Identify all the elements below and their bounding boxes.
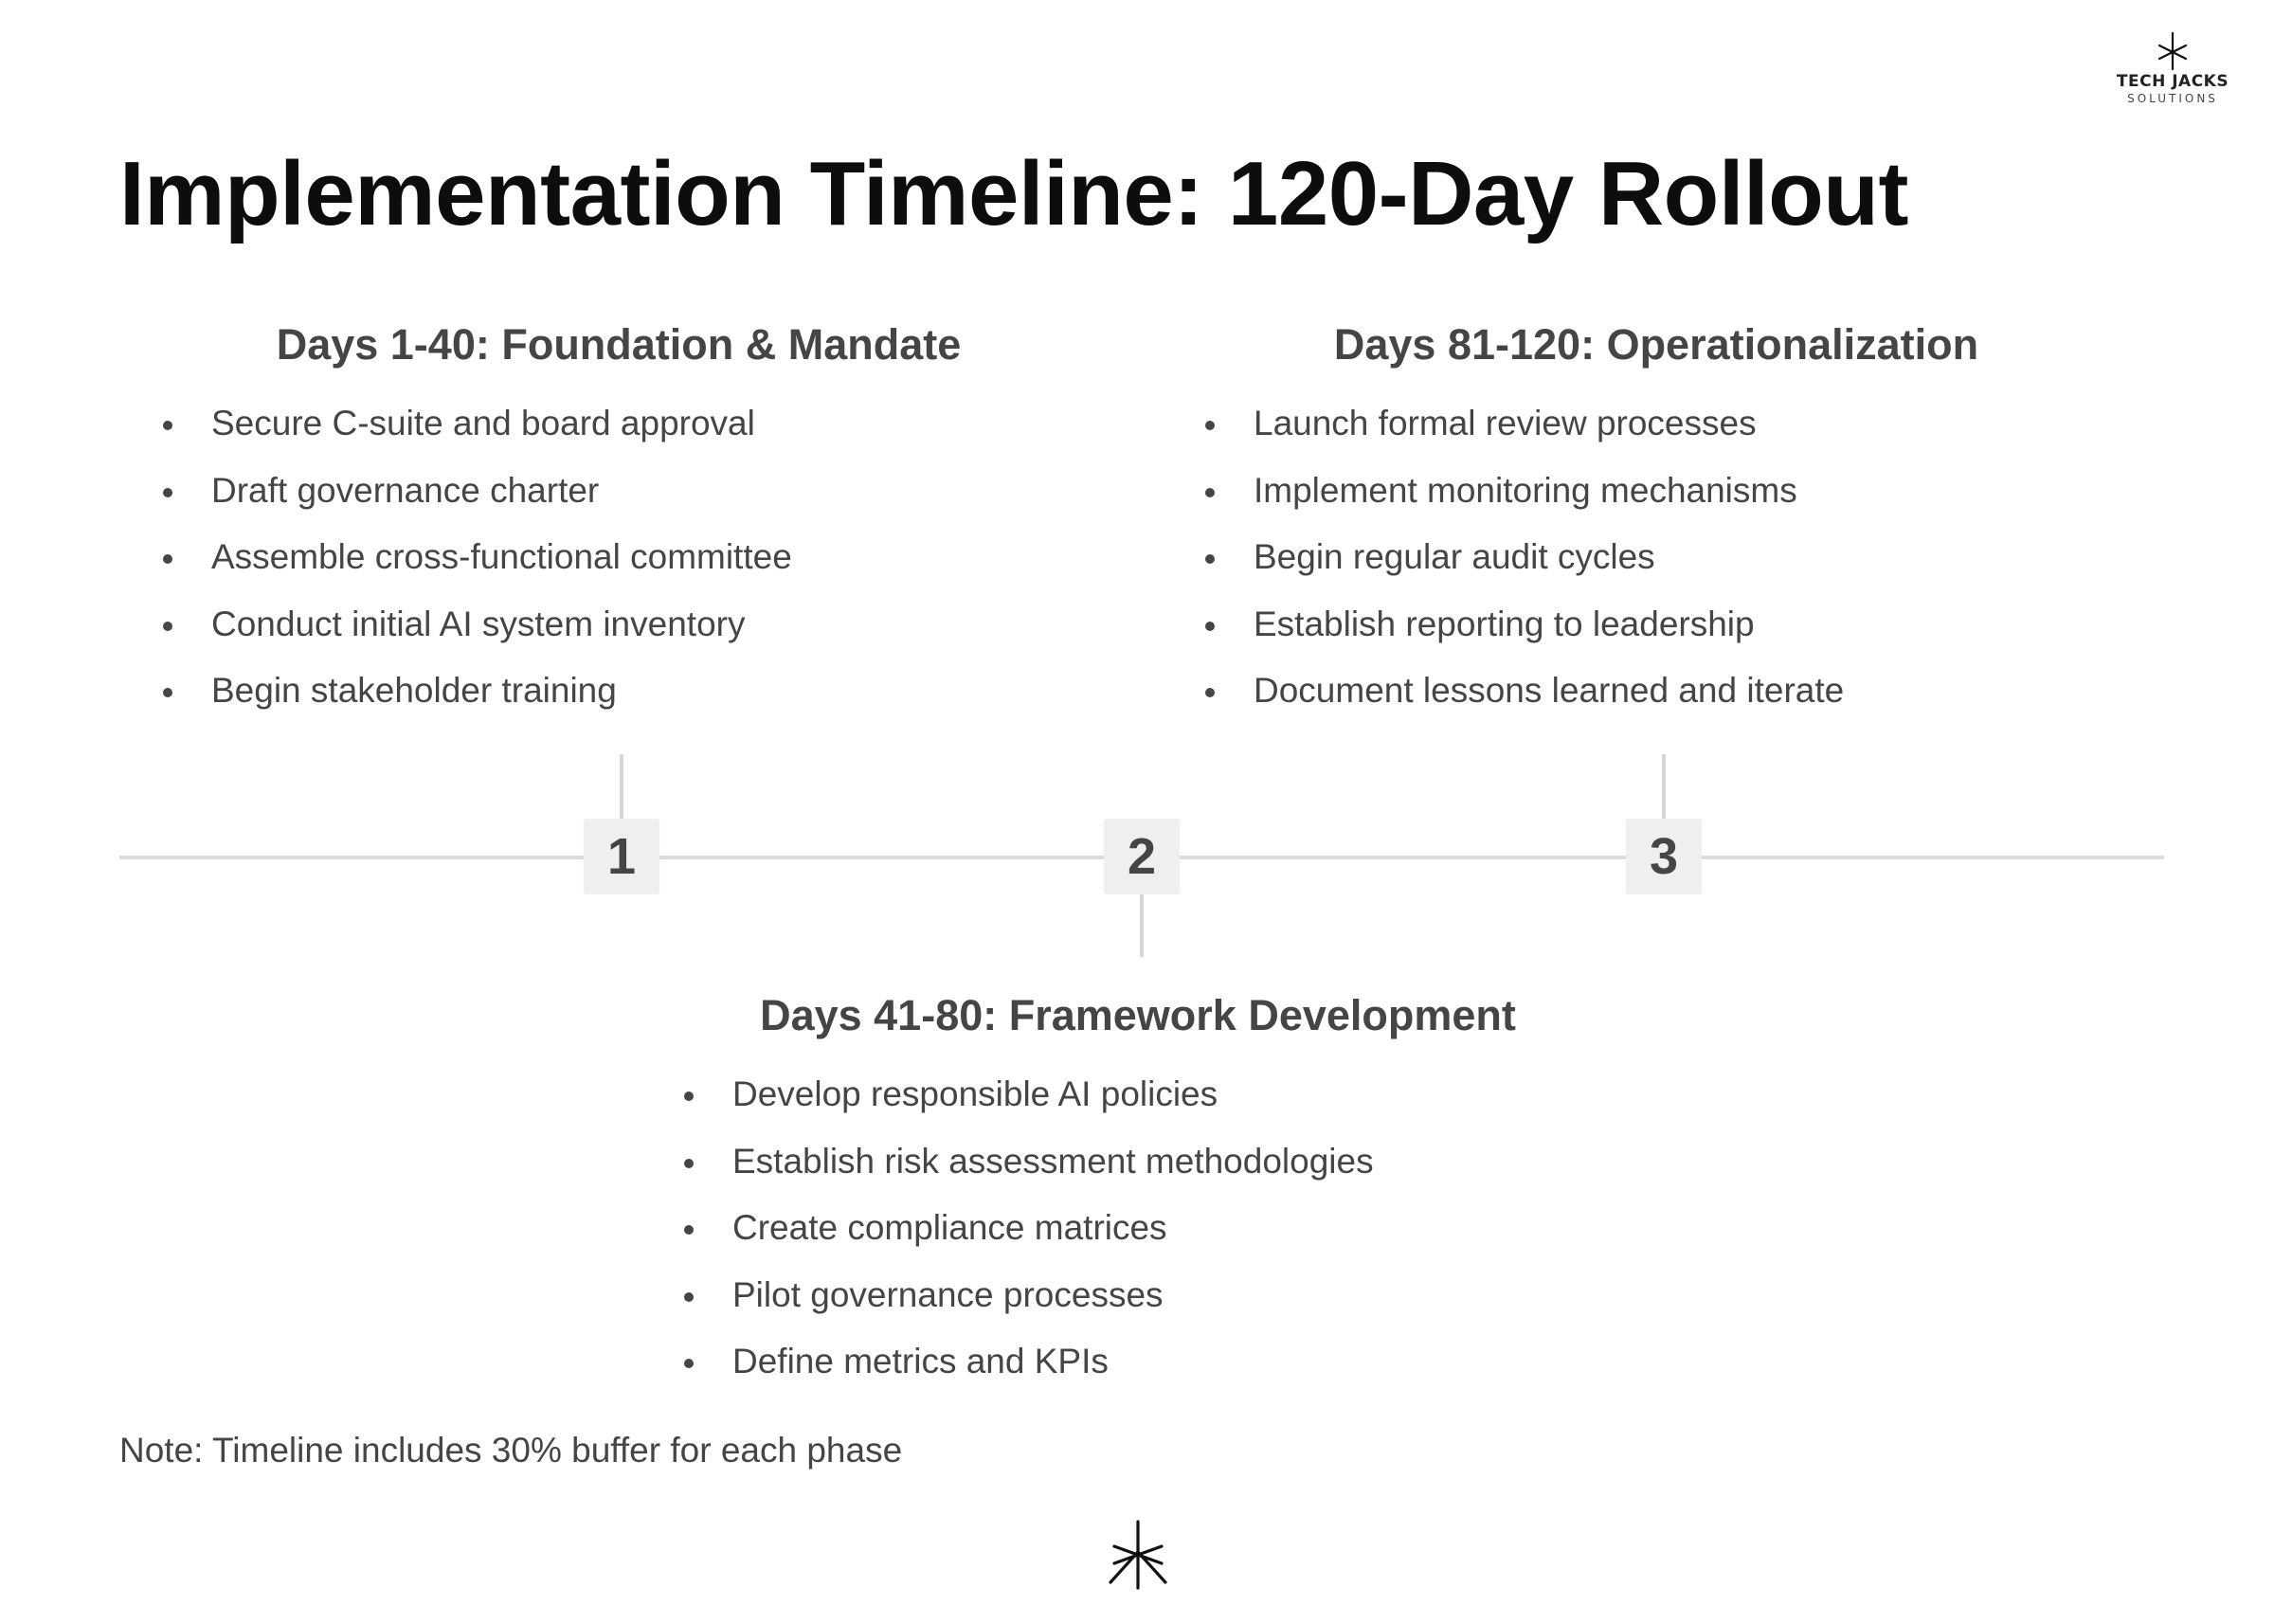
- list-item: Secure C-suite and board approval: [162, 390, 792, 458]
- list-item: Implement monitoring mechanisms: [1204, 458, 1844, 525]
- list-item: Draft governance charter: [162, 458, 792, 525]
- list-item: Begin stakeholder training: [162, 658, 792, 725]
- list-item: Begin regular audit cycles: [1204, 524, 1844, 591]
- star-logo-icon: [1105, 1520, 1171, 1590]
- list-item: Define metrics and KPIs: [683, 1328, 1374, 1396]
- list-item: Launch formal review processes: [1204, 390, 1844, 458]
- phase-2-task-list: [683, 1061, 1374, 1396]
- phase-3-marker: 3: [1626, 819, 1702, 894]
- page-title: Implementation Timeline: 120-Day Rollout: [119, 143, 1908, 244]
- list-item: Establish reporting to leadership: [1204, 591, 1844, 659]
- phase-1-marker: 1: [584, 819, 659, 894]
- list-item: Assemble cross-functional committee: [162, 524, 792, 591]
- brand-name: TECH JACKS: [2116, 72, 2229, 91]
- phase-3-connector: [1662, 754, 1666, 821]
- star-logo-icon: [2154, 32, 2192, 70]
- phase-1-task-list: [162, 390, 792, 725]
- phase-1-connector: [620, 754, 623, 821]
- list-item: Create compliance matrices: [683, 1195, 1374, 1262]
- list-item: Pilot governance processes: [683, 1262, 1374, 1329]
- buffer-note: Note: Timeline includes 30% buffer for each phase: [119, 1431, 903, 1470]
- phase-2-connector: [1140, 894, 1144, 957]
- list-item: Develop responsible AI policies: [683, 1061, 1374, 1128]
- footer-logo: [1105, 1520, 1171, 1595]
- list-item: Establish risk assessment methodologies: [683, 1128, 1374, 1196]
- phase-2-marker: 2: [1104, 819, 1180, 894]
- brand-logo: [2092, 32, 2253, 105]
- list-item: Document lessons learned and iterate: [1204, 658, 1844, 725]
- phase-3-task-list: [1204, 390, 1844, 725]
- phase-3-heading: Days 81-120: Operationalization: [1333, 320, 1979, 369]
- brand-tagline: SOLUTIONS: [2127, 92, 2218, 105]
- list-item: Conduct initial AI system inventory: [162, 591, 792, 659]
- phase-2-heading: Days 41-80: Framework Development: [760, 991, 1516, 1039]
- phase-1-heading: Days 1-40: Foundation & Mandate: [276, 320, 962, 369]
